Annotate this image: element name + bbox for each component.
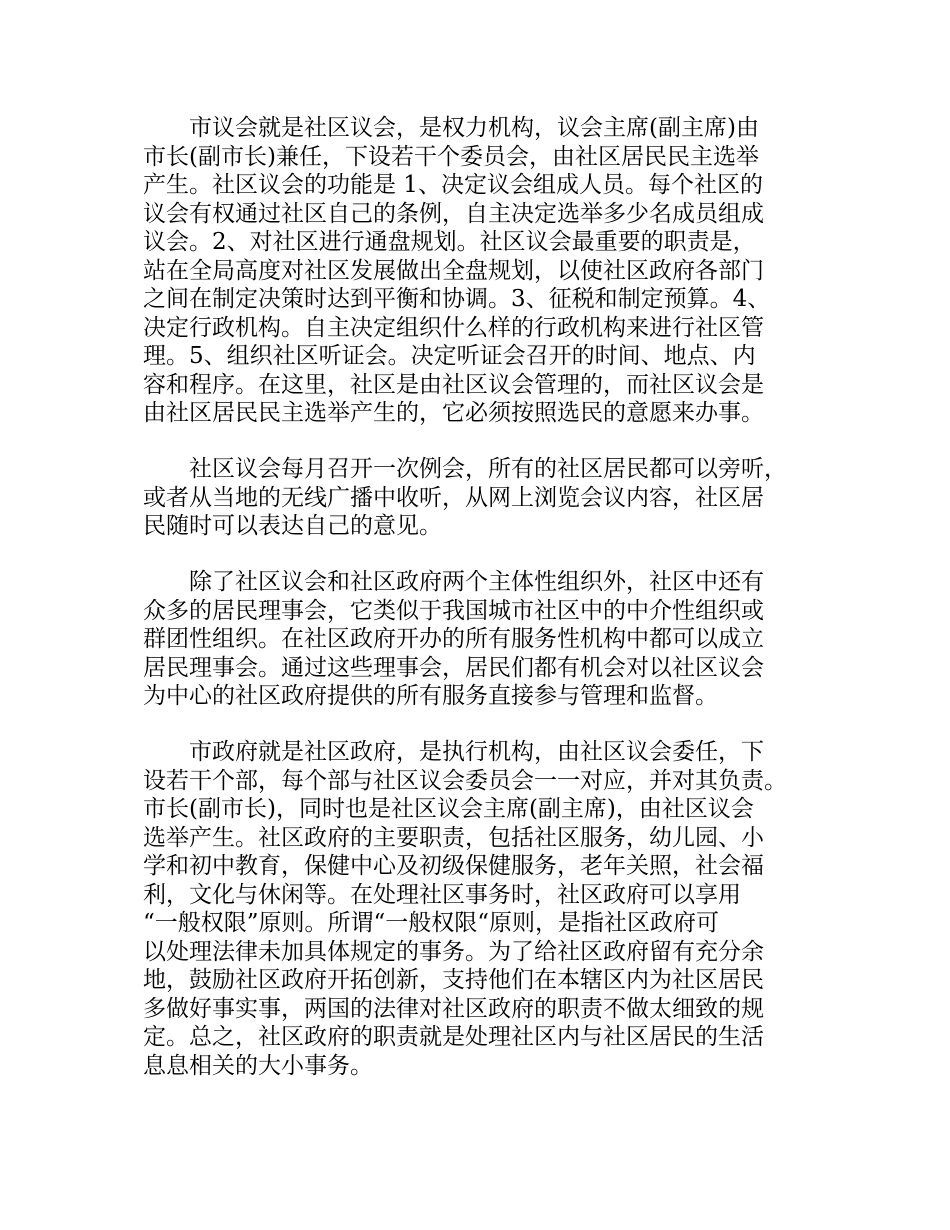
text-line: 产生。社区议会的功能是 1、决定议会组成人员。每个社区的 — [143, 172, 763, 198]
text-line: 理。5、组织社区听证会。决定听证会召开的时间、地点、内 — [143, 343, 756, 369]
paragraph-city-council — [143, 114, 833, 428]
text-line: 定。总之，社区政府的职责就是处理社区内与社区居民的生活 — [143, 1024, 764, 1050]
text-line: 社区议会每月召开一次例会，所有的社区居民都可以旁听， — [189, 456, 787, 482]
text-line: 多做好事实事，两国的法律对社区政府的职责不做太细致的规 — [143, 995, 764, 1022]
text-line: 或者从当地的无线广播中收听，从网上浏览会议内容，社区居 — [143, 484, 764, 511]
text-line: 市议会就是社区议会，是权力机构，议会主席(副主席)由 — [189, 115, 759, 141]
text-line: 利，文化与休闲等。在处理社区事务时，社区政府可以享用 — [143, 881, 741, 908]
text-line: 议会有权通过社区自己的条例，自主决定选举多少名成员组成 — [143, 200, 764, 227]
paragraph-city-government — [143, 738, 833, 1080]
text-line: 市长(副市长)兼任，下设若干个委员会，由社区居民民主选举 — [143, 143, 759, 170]
text-line: 地，鼓励社区政府开拓创新，支持他们在本辖区内为社区居民 — [143, 967, 764, 993]
text-line: 容和程序。在这里，社区是由社区议会管理的，而社区议会是 — [143, 371, 764, 398]
text-line: 市政府就是社区政府，是执行机构，由社区议会委任，下 — [189, 739, 764, 765]
text-line: 市长(副市长)，同时也是社区议会主席(副主席)，由社区议会 — [143, 796, 754, 822]
text-line: 选举产生。社区政府的主要职责，包括社区服务，幼儿园、小 — [143, 824, 764, 851]
text-line: 决定行政机构。自主决定组织什么样的行政机构来进行社区管 — [143, 314, 764, 341]
paragraph-resident-councils — [143, 568, 833, 711]
text-line: 以处理法律未加具体规定的事务。为了给社区政府留有充分余 — [143, 938, 764, 965]
text-line: 为中心的社区政府提供的所有服务直接参与管理和监督。 — [143, 683, 718, 709]
text-line: 除了社区议会和社区政府两个主体性组织外，社区中还有 — [189, 569, 764, 595]
text-line: 民随时可以表达自己的意见。 — [143, 513, 442, 539]
text-line: “一般权限”原则。所谓“一般权限“原则，是指社区政府可 — [143, 910, 720, 936]
text-line: 群团性组织。在社区政府开办的所有服务性机构中都可以成立 — [143, 626, 764, 652]
paragraph-council-meetings — [143, 455, 833, 541]
text-line: 站在全局高度对社区发展做出全盘规划，以使社区政府各部门 — [143, 257, 764, 284]
text-line: 设若干个部，每个部与社区议会委员会一一对应，并对其负责。 — [143, 767, 787, 794]
text-line: 居民理事会。通过这些理事会，居民们都有机会对以社区议会 — [143, 654, 764, 681]
text-line: 息息相关的大小事务。 — [143, 1052, 373, 1079]
text-line: 议会。2、对社区进行通盘规划。社区议会最重要的职责是， — [143, 229, 756, 255]
text-line: 由社区居民民主选举产生的，它必须按照选民的意愿来办事。 — [143, 400, 764, 426]
text-line: 之间在制定决策时达到平衡和协调。3、征税和制定预算。4、 — [143, 286, 771, 312]
text-line: 学和初中教育，保健中心及初级保健服务，老年关照，社会福 — [143, 853, 764, 879]
text-line: 众多的居民理事会，它类似于我国城市社区中的中介性组织或 — [143, 597, 764, 624]
